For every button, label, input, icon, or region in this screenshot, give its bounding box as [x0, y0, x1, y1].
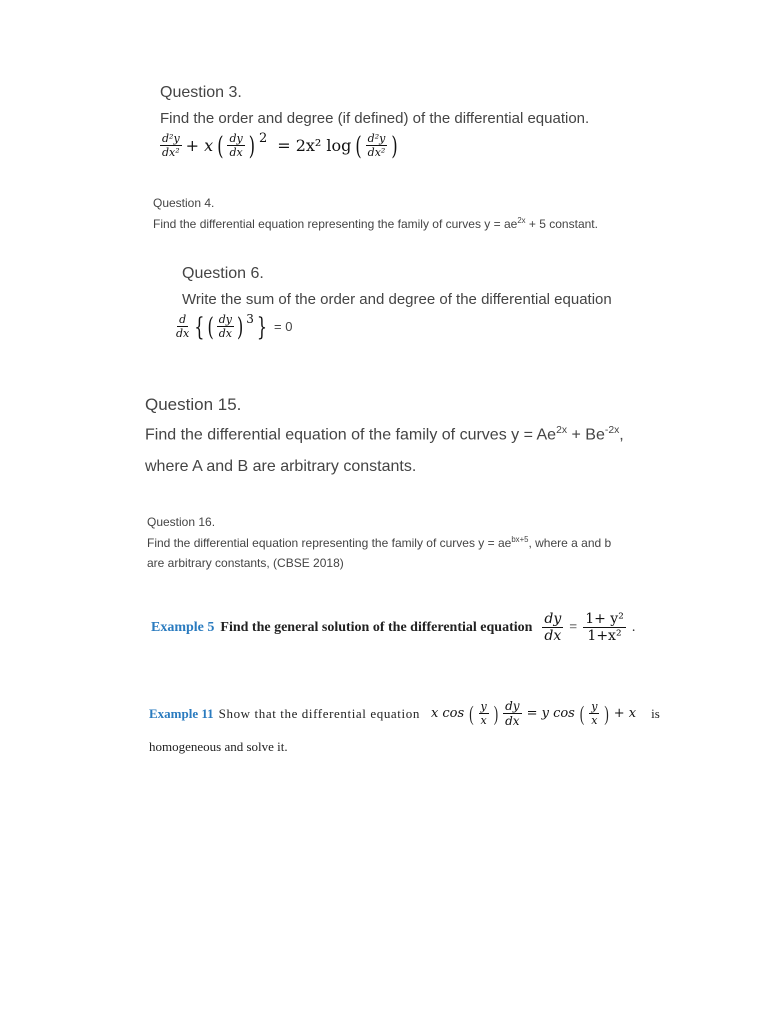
- question-15: [145, 395, 705, 476]
- ex11-frac-dy-dx: $\frac{dy}{dx}$: [505, 699, 520, 728]
- ex5-frac-rhs: $\frac{\text{1+ y²}}{\text{1+x²}}$: [585, 611, 624, 644]
- question-6: [176, 265, 702, 342]
- question-16-heading: Question 16.: [147, 515, 216, 529]
- ex11-plus-x: + x: [613, 706, 637, 721]
- ex11-ycos: = y cos: [526, 706, 575, 721]
- question-3: [160, 84, 680, 161]
- question-4: [153, 196, 713, 231]
- eq6-exponent: 3: [246, 311, 254, 326]
- eq6-rhs: = 0: [274, 319, 293, 334]
- example-11-line1: Example 11 Show that the differential equation x cos ( $\frac{y}{x}$ ) $\frac{dy}{dx}$ = y cos ( $\frac{y}{x}$ ) + x is: [149, 699, 660, 728]
- example-11: [149, 700, 689, 755]
- eq3-frac-d2y-dx2: $\frac{\text{d²y}}{\text{dx²}}$: [162, 132, 180, 159]
- question-6-heading: Question 6.: [182, 265, 264, 282]
- example-11-label: Example 11: [149, 705, 214, 721]
- question-15-line2: where A and B are arbitrary constants.: [145, 458, 417, 476]
- question-15-heading: Question 15.: [145, 395, 242, 414]
- question-16-line2: are arbitrary constants, (CBSE 2018): [147, 556, 344, 570]
- question-16-line1: Find the differential equation representing the family of curves $y = ae^{bx+5}$, where a and b: [147, 535, 612, 550]
- eq6-frac-d-dx: $\frac{d}{dx}$: [176, 313, 190, 340]
- question-6-text: Write the sum of the order and degree of the differential equation: [182, 291, 612, 308]
- example-11-line2: homogeneous and solve it.: [149, 739, 288, 754]
- eq6-frac-dy-dx: $\frac{dy}{dx}$: [218, 313, 232, 340]
- eq3-rhs: = 2x² log: [277, 136, 352, 155]
- ex11-is: is: [651, 705, 660, 721]
- eq3-exponent: 2: [258, 131, 268, 146]
- ex5-equals: =: [569, 619, 578, 635]
- question-16: [147, 515, 707, 570]
- question-6-equation: $\frac{d}{dx}$ { ( $\frac{dy}{dx}$ ) $^3$ } = 0: [176, 311, 293, 342]
- example-5-text: Find the general solution of the differential equation: [220, 619, 533, 635]
- ex11-frac-y-x-rhs: $\frac{y}{x}$: [591, 700, 598, 727]
- example-5: [151, 612, 711, 643]
- question-3-text: Find the order and degree (if defined) of the differential equation.: [160, 110, 590, 127]
- question-3-equation: $\frac{\text{d²y}}{\text{dx²}}$ + x ( $\frac{dy}{dx}$ ) $^2$ = 2x² log ( $\frac{\text{d²y}}{\text{dx²}}$ ): [162, 130, 398, 161]
- example-11-text: Show that the differential equation: [218, 705, 420, 721]
- question-4-heading: Question 4.: [153, 196, 215, 210]
- question-4-text: Find the differential equation representing the family of curves $y = ae^{2x} + 5$ constant.: [153, 216, 598, 231]
- eq3-frac-dy-dx: $\frac{dy}{dx}$: [229, 132, 243, 159]
- question-15-line1: Find the differential equation of the family of curves $y = Ae^{2x} + Be^{-2x}$,: [145, 425, 624, 444]
- ex11-xcos: x cos: [430, 706, 465, 721]
- ex5-period: .: [631, 619, 636, 635]
- eq3-frac-d2y-dx2-rhs: $\frac{\text{d²y}}{\text{dx²}}$: [367, 132, 386, 159]
- ex11-frac-y-x: $\frac{y}{x}$: [480, 700, 487, 727]
- eq3-plus-x: + x: [185, 136, 214, 155]
- example-5-label: Example 5: [151, 619, 215, 635]
- ex5-frac-dy-dx: $\frac{dy}{dx}$: [544, 611, 562, 644]
- question-3-heading: Question 3.: [160, 84, 242, 101]
